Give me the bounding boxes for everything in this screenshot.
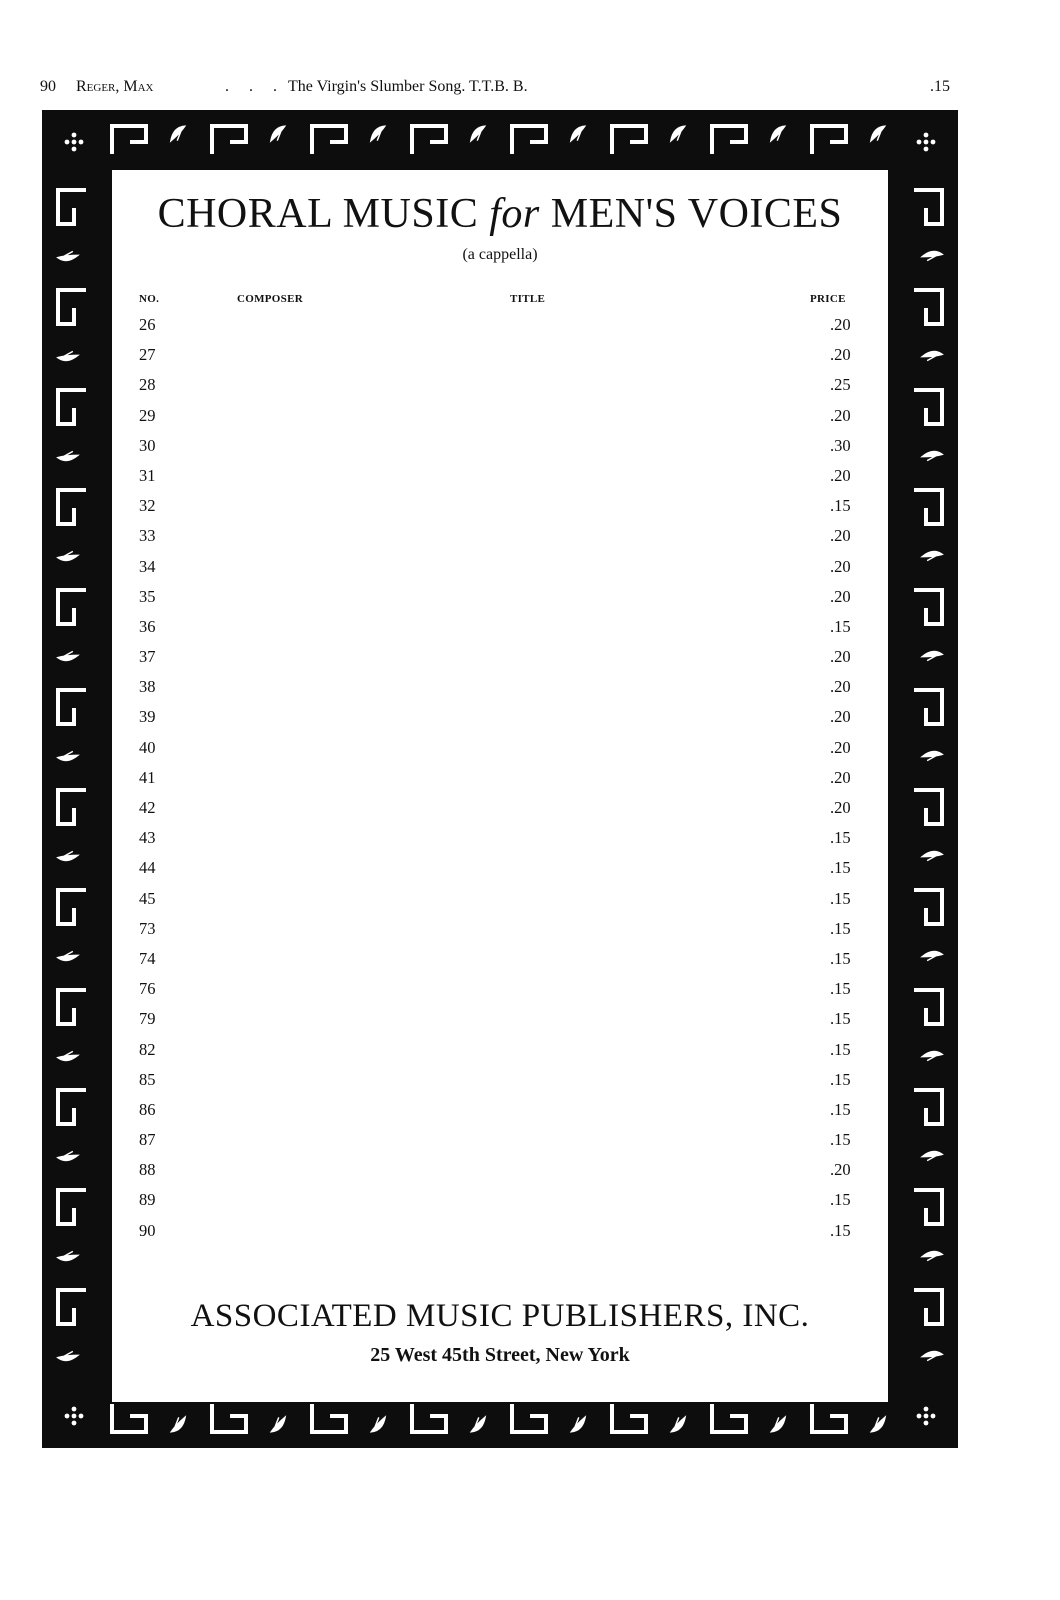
row-number: 34 [139,556,156,576]
row-number: 42 [139,798,156,817]
key-motif-bottom [712,1404,746,1432]
catalog-row [112,976,888,1006]
catalog-row [112,795,888,825]
running-header [40,78,960,100]
row-price: .15 [830,858,851,878]
key-motif-top [512,126,546,154]
catalog-row [112,765,888,795]
catalog-row [112,1006,888,1036]
catalog-row [112,1067,888,1097]
row-price: .20 [830,465,851,485]
header-title: TITLE [510,293,546,305]
row-number: 87 [139,1130,156,1150]
row-number: 85 [139,1069,156,1089]
corner-dot-icon [65,1414,70,1419]
row-number: 27 [139,345,156,365]
row-price: .20 [830,677,851,697]
leaf-ornament-icon [921,348,942,365]
leaf-ornament-icon [368,126,389,143]
catalog-row [112,614,888,644]
row-price: .15 [830,888,851,908]
leaf-ornament-icon [58,847,79,864]
row-price: .20 [830,315,851,334]
corner-dot-icon [79,1414,84,1419]
catalog-row [112,1157,888,1187]
row-number: 31 [139,465,156,485]
leaf-ornament-icon [768,126,789,143]
key-motif-right [914,990,942,1024]
row-price: .30 [830,435,851,455]
leaf-ornament-icon [168,126,189,143]
catalog-row [112,1127,888,1157]
leaf-ornament-icon [921,1148,942,1165]
row-number: 82 [139,1039,156,1059]
row-price: .20 [830,345,851,365]
key-motif-bottom [512,1404,546,1432]
key-motif-right [914,190,942,224]
catalog-row [112,825,888,855]
catalog-row [112,403,888,433]
row-price: .15 [830,948,851,968]
leaf-ornament-icon [167,1415,188,1432]
corner-dot-icon [917,140,922,145]
row-price: .20 [830,798,851,817]
catalog-row [112,554,888,584]
catalog-row [112,433,888,463]
catalog-row [112,644,888,674]
catalog-row [112,312,888,342]
leaf-ornament-icon [668,126,689,143]
row-price: .15 [830,1190,851,1210]
catalog-row [112,523,888,553]
decorative-border-frame [42,110,958,1448]
leaf-ornament-icon [921,1348,942,1365]
leaf-ornament-icon [58,647,79,664]
column-headers [112,293,888,309]
catalog-row [112,1037,888,1067]
leaf-ornament-icon [367,1415,388,1432]
header-no: NO. [139,293,160,305]
page-number: 90 [40,78,56,95]
corner-dot-icon [924,140,929,145]
row-number: 32 [139,496,156,516]
row-price: .15 [830,1099,851,1119]
row-price: .15 [830,1009,851,1029]
row-price: .15 [830,1130,851,1150]
key-motif-left [58,1090,86,1124]
corner-dot-icon [931,1414,936,1419]
row-number: 36 [139,616,156,636]
corner-dot-icon [79,140,84,145]
key-motif-top [212,126,246,154]
key-motif-left [58,890,86,924]
row-number: 28 [139,375,156,395]
leaf-ornament-icon [921,648,942,665]
row-number: 90 [139,1220,156,1240]
leaf-ornament-icon [921,748,942,765]
row-price: .20 [830,526,851,546]
row-number: 39 [139,707,156,727]
key-motif-right [914,1290,942,1324]
row-price: .20 [830,707,851,727]
key-motif-left [58,1290,86,1324]
leaf-ornament-icon [268,126,289,143]
leaf-ornament-icon [921,1048,942,1065]
row-price: .20 [830,586,851,606]
row-number: 41 [139,767,156,787]
row-price: .20 [830,767,851,787]
catalog-list [112,312,888,1248]
catalog-row [112,372,888,402]
leaf-ornament-icon [868,126,889,143]
row-number: 37 [139,647,156,667]
key-motif-left [58,690,86,724]
key-motif-right [914,790,942,824]
key-motif-left [58,790,86,824]
leaf-ornament-icon [58,747,79,764]
corner-dot-icon [72,1414,77,1419]
catalog-row [112,1097,888,1127]
row-price: .20 [830,1160,851,1180]
catalog-row [112,674,888,704]
key-motif-right [914,390,942,424]
catalog-row [112,1187,888,1217]
row-number: 89 [139,1190,156,1210]
catalog-row [112,584,888,614]
catalog-row [112,946,888,976]
publisher-name: ASSOCIATED MUSIC PUBLISHERS, INC. [190,1298,810,1334]
row-number: 44 [139,858,156,878]
leaf-ornament-icon [58,547,79,564]
leaf-ornament-icon [921,848,942,865]
catalog-row [112,916,888,946]
leaf-ornament-icon [921,1248,942,1265]
leaf-ornament-icon [567,1415,588,1432]
corner-dot-icon [917,1414,922,1419]
row-number: 40 [139,737,156,757]
leaf-ornament-icon [58,1347,79,1364]
row-price: .20 [830,737,851,757]
key-motif-left [58,390,86,424]
publisher-address: 25 West 45th Street, New York [370,1344,630,1366]
row-number: 76 [139,979,156,999]
row-number: 33 [139,526,156,546]
leaf-ornament-icon [58,347,79,364]
key-motif-bottom [412,1404,446,1432]
leaf-ornament-icon [667,1415,688,1432]
row-price: .15 [830,918,851,938]
header-leader: . . . [225,78,285,95]
leaf-ornament-icon [58,1247,79,1264]
row-number: 86 [139,1099,156,1119]
row-number: 74 [139,948,156,968]
header-title: The Virgin's Slumber Song. T.T.B. B. [288,78,528,95]
row-price: .15 [830,496,851,516]
key-motif-bottom [112,1404,146,1432]
corner-dot-icon [924,1421,929,1426]
leaf-ornament-icon [921,248,942,265]
corner-dot-icon [924,1407,929,1412]
leaf-ornament-icon [921,548,942,565]
corner-dot-icon [924,133,929,138]
key-motif-right [914,890,942,924]
row-number: 30 [139,435,156,455]
leaf-ornament-icon [58,947,79,964]
key-motif-right [914,690,942,724]
leaf-ornament-icon [267,1415,288,1432]
catalog-panel [112,170,888,1402]
leaf-ornament-icon [568,126,589,143]
row-number: 38 [139,677,156,697]
key-motif-bottom [612,1404,646,1432]
leaf-ornament-icon [58,447,79,464]
row-number: 29 [139,405,156,425]
leaf-ornament-icon [58,1147,79,1164]
key-motif-left [58,1190,86,1224]
header-price: .15 [930,78,950,95]
leaf-ornament-icon [867,1415,888,1432]
key-motif-bottom [212,1404,246,1432]
corner-dot-icon [65,140,70,145]
row-number: 73 [139,918,156,938]
key-motif-bottom [312,1404,346,1432]
catalog-row [112,704,888,734]
row-number: 35 [139,586,156,606]
key-motif-top [412,126,446,154]
catalog-row [112,342,888,372]
row-number: 43 [139,828,156,848]
corner-dot-icon [72,140,77,145]
catalog-subtitle: (a cappella) [462,246,538,263]
corner-dot-icon [931,140,936,145]
row-price: .20 [830,647,851,667]
leaf-ornament-icon [767,1415,788,1432]
key-motif-left [58,190,86,224]
catalog-row [112,735,888,765]
row-price: .25 [830,375,851,395]
catalog-row [112,855,888,885]
catalog-row [112,493,888,523]
row-price: .15 [830,979,851,999]
corner-dot-icon [924,1414,929,1419]
leaf-ornament-icon [58,247,79,264]
row-number: 88 [139,1160,156,1180]
key-motif-left [58,290,86,324]
row-number: 79 [139,1009,156,1029]
key-motif-top [712,126,746,154]
catalog-row [112,463,888,493]
leaf-ornament-icon [467,1415,488,1432]
row-price: .15 [830,828,851,848]
corner-dot-icon [72,147,77,152]
key-motif-bottom [812,1404,846,1432]
key-motif-top [812,126,846,154]
key-motif-right [914,290,942,324]
key-motif-left [58,990,86,1024]
corner-dot-icon [72,133,77,138]
row-price: .20 [830,556,851,576]
row-price: .20 [830,405,851,425]
key-motif-right [914,1190,942,1224]
corner-dot-icon [924,147,929,152]
row-price: .15 [830,1220,851,1240]
header-composer: COMPOSER [237,293,303,305]
header-composer: Reger, Max [76,78,154,95]
row-number: 26 [139,315,156,334]
row-number: 45 [139,888,156,908]
leaf-ornament-icon [58,1047,79,1064]
key-motif-left [58,590,86,624]
key-motif-left [58,490,86,524]
key-motif-right [914,1090,942,1124]
leaf-ornament-icon [468,126,489,143]
catalog-row [112,886,888,916]
key-motif-right [914,490,942,524]
row-price: .15 [830,1039,851,1059]
catalog-title: CHORAL MUSIC for MEN'S VOICES [157,191,843,237]
key-motif-right [914,590,942,624]
corner-dot-icon [72,1407,77,1412]
corner-dot-icon [72,1421,77,1426]
key-motif-top [612,126,646,154]
header-price: PRICE [810,293,846,305]
leaf-ornament-icon [921,948,942,965]
catalog-row [112,1218,888,1248]
key-motif-top [112,126,146,154]
row-price: .15 [830,1069,851,1089]
row-price: .15 [830,616,851,636]
leaf-ornament-icon [921,448,942,465]
key-motif-top [312,126,346,154]
